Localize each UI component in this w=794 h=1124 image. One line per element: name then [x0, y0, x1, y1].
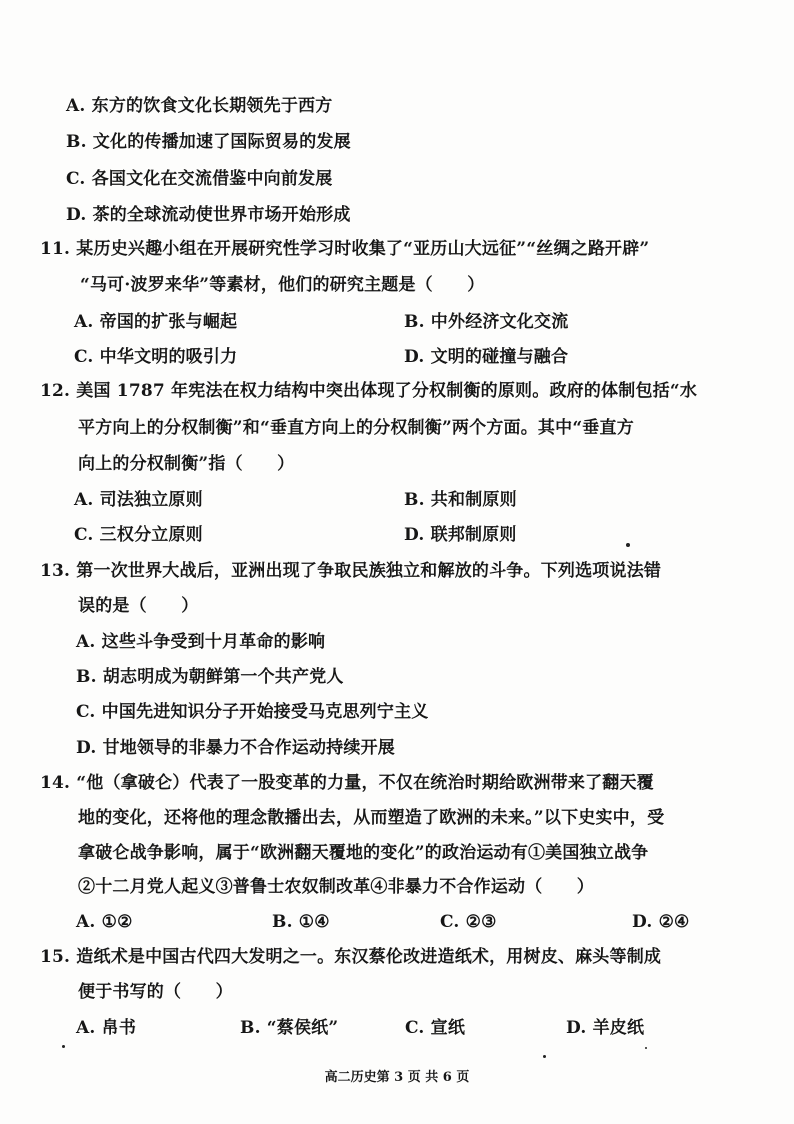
q12-option-d: D. 联邦制原则: [404, 525, 517, 545]
q14-stem-line4: ②十二月党人起义③普鲁士农奴制改革④非暴力不合作运动（ ）: [78, 877, 594, 897]
q12-stem-line2: 平方向上的分权制衡”和“垂直方向上的分权制衡”两个方面。其中“垂直方: [78, 418, 634, 438]
prev-option-a: A. 东方的饮食文化长期领先于西方: [66, 96, 333, 116]
scan-speck: [626, 543, 630, 547]
q12-stem-line1: 12. 美国 1787 年宪法在权力结构中突出体现了分权制衡的原则。政府的体制包括“水: [40, 381, 698, 401]
q12-option-c: C. 三权分立原则: [74, 525, 203, 545]
q14-option-c: C. ②③: [440, 912, 497, 932]
q15-stem-line2: 便于书写的（ ）: [78, 982, 233, 1002]
q11-option-b: B. 中外经济文化交流: [404, 312, 569, 332]
q15-option-d: D. 羊皮纸: [566, 1018, 645, 1038]
q11-option-d: D. 文明的碰撞与融合: [404, 347, 569, 367]
q13-option-c: C. 中国先进知识分子开始接受马克思列宁主义: [76, 702, 429, 722]
q13-option-d: D. 甘地领导的非暴力不合作运动持续开展: [76, 738, 395, 758]
scan-speck: [543, 1055, 546, 1058]
q14-stem-line2: 地的变化，还将他的理念散播出去，从而塑造了欧洲的未来。”以下史实中，受: [78, 808, 665, 828]
q11-option-a: A. 帝国的扩张与崛起: [74, 312, 238, 332]
prev-option-b: B. 文化的传播加速了国际贸易的发展: [66, 132, 351, 152]
q14-option-d: D. ②④: [632, 912, 690, 932]
q12-option-a: A. 司法独立原则: [74, 490, 203, 510]
q14-stem-line3: 拿破仑战争影响，属于“欧洲翻天覆地的变化”的政治运动有①美国独立战争: [78, 843, 649, 863]
q13-option-b: B. 胡志明成为朝鲜第一个共产党人: [76, 667, 344, 687]
page-footer: 高二历史第 3 页 共 6 页: [324, 1070, 470, 1085]
q14-option-b: B. ①④: [272, 912, 330, 932]
prev-option-c: C. 各国文化在交流借鉴中向前发展: [66, 169, 333, 189]
q13-option-a: A. 这些斗争受到十月革命的影响: [76, 632, 326, 652]
q13-stem-line2: 误的是（ ）: [78, 596, 199, 616]
q15-stem-line1: 15. 造纸术是中国古代四大发明之一。东汉蔡伦改进造纸术，用树皮、麻头等制成: [40, 947, 662, 967]
scan-speck: [62, 1045, 65, 1048]
q15-option-c: C. 宣纸: [405, 1018, 466, 1038]
q13-stem-line1: 13. 第一次世界大战后，亚洲出现了争取民族独立和解放的斗争。下列选项说法错: [40, 561, 662, 581]
scan-speck: [645, 1047, 647, 1049]
q12-option-b: B. 共和制原则: [404, 490, 517, 510]
q11-option-c: C. 中华文明的吸引力: [74, 347, 238, 367]
q15-option-b: B. “蔡侯纸”: [240, 1018, 339, 1038]
prev-option-d: D. 茶的全球流动使世界市场开始形成: [66, 205, 351, 225]
q11-stem-line1: 11. 某历史兴趣小组在开展研究性学习时收集了“亚历山大远征”“丝绸之路开辟”: [40, 239, 650, 259]
q11-stem-line2: “马可·波罗来华”等素材，他们的研究主题是（ ）: [80, 275, 485, 295]
q15-option-a: A. 帛书: [76, 1018, 137, 1038]
q14-stem-line1: 14. “他（拿破仑）代表了一股变革的力量，不仅在统治时期给欧洲带来了翻天覆: [40, 773, 654, 793]
q12-stem-line3: 向上的分权制衡”指（ ）: [78, 454, 295, 474]
q14-option-a: A. ①②: [76, 912, 133, 932]
